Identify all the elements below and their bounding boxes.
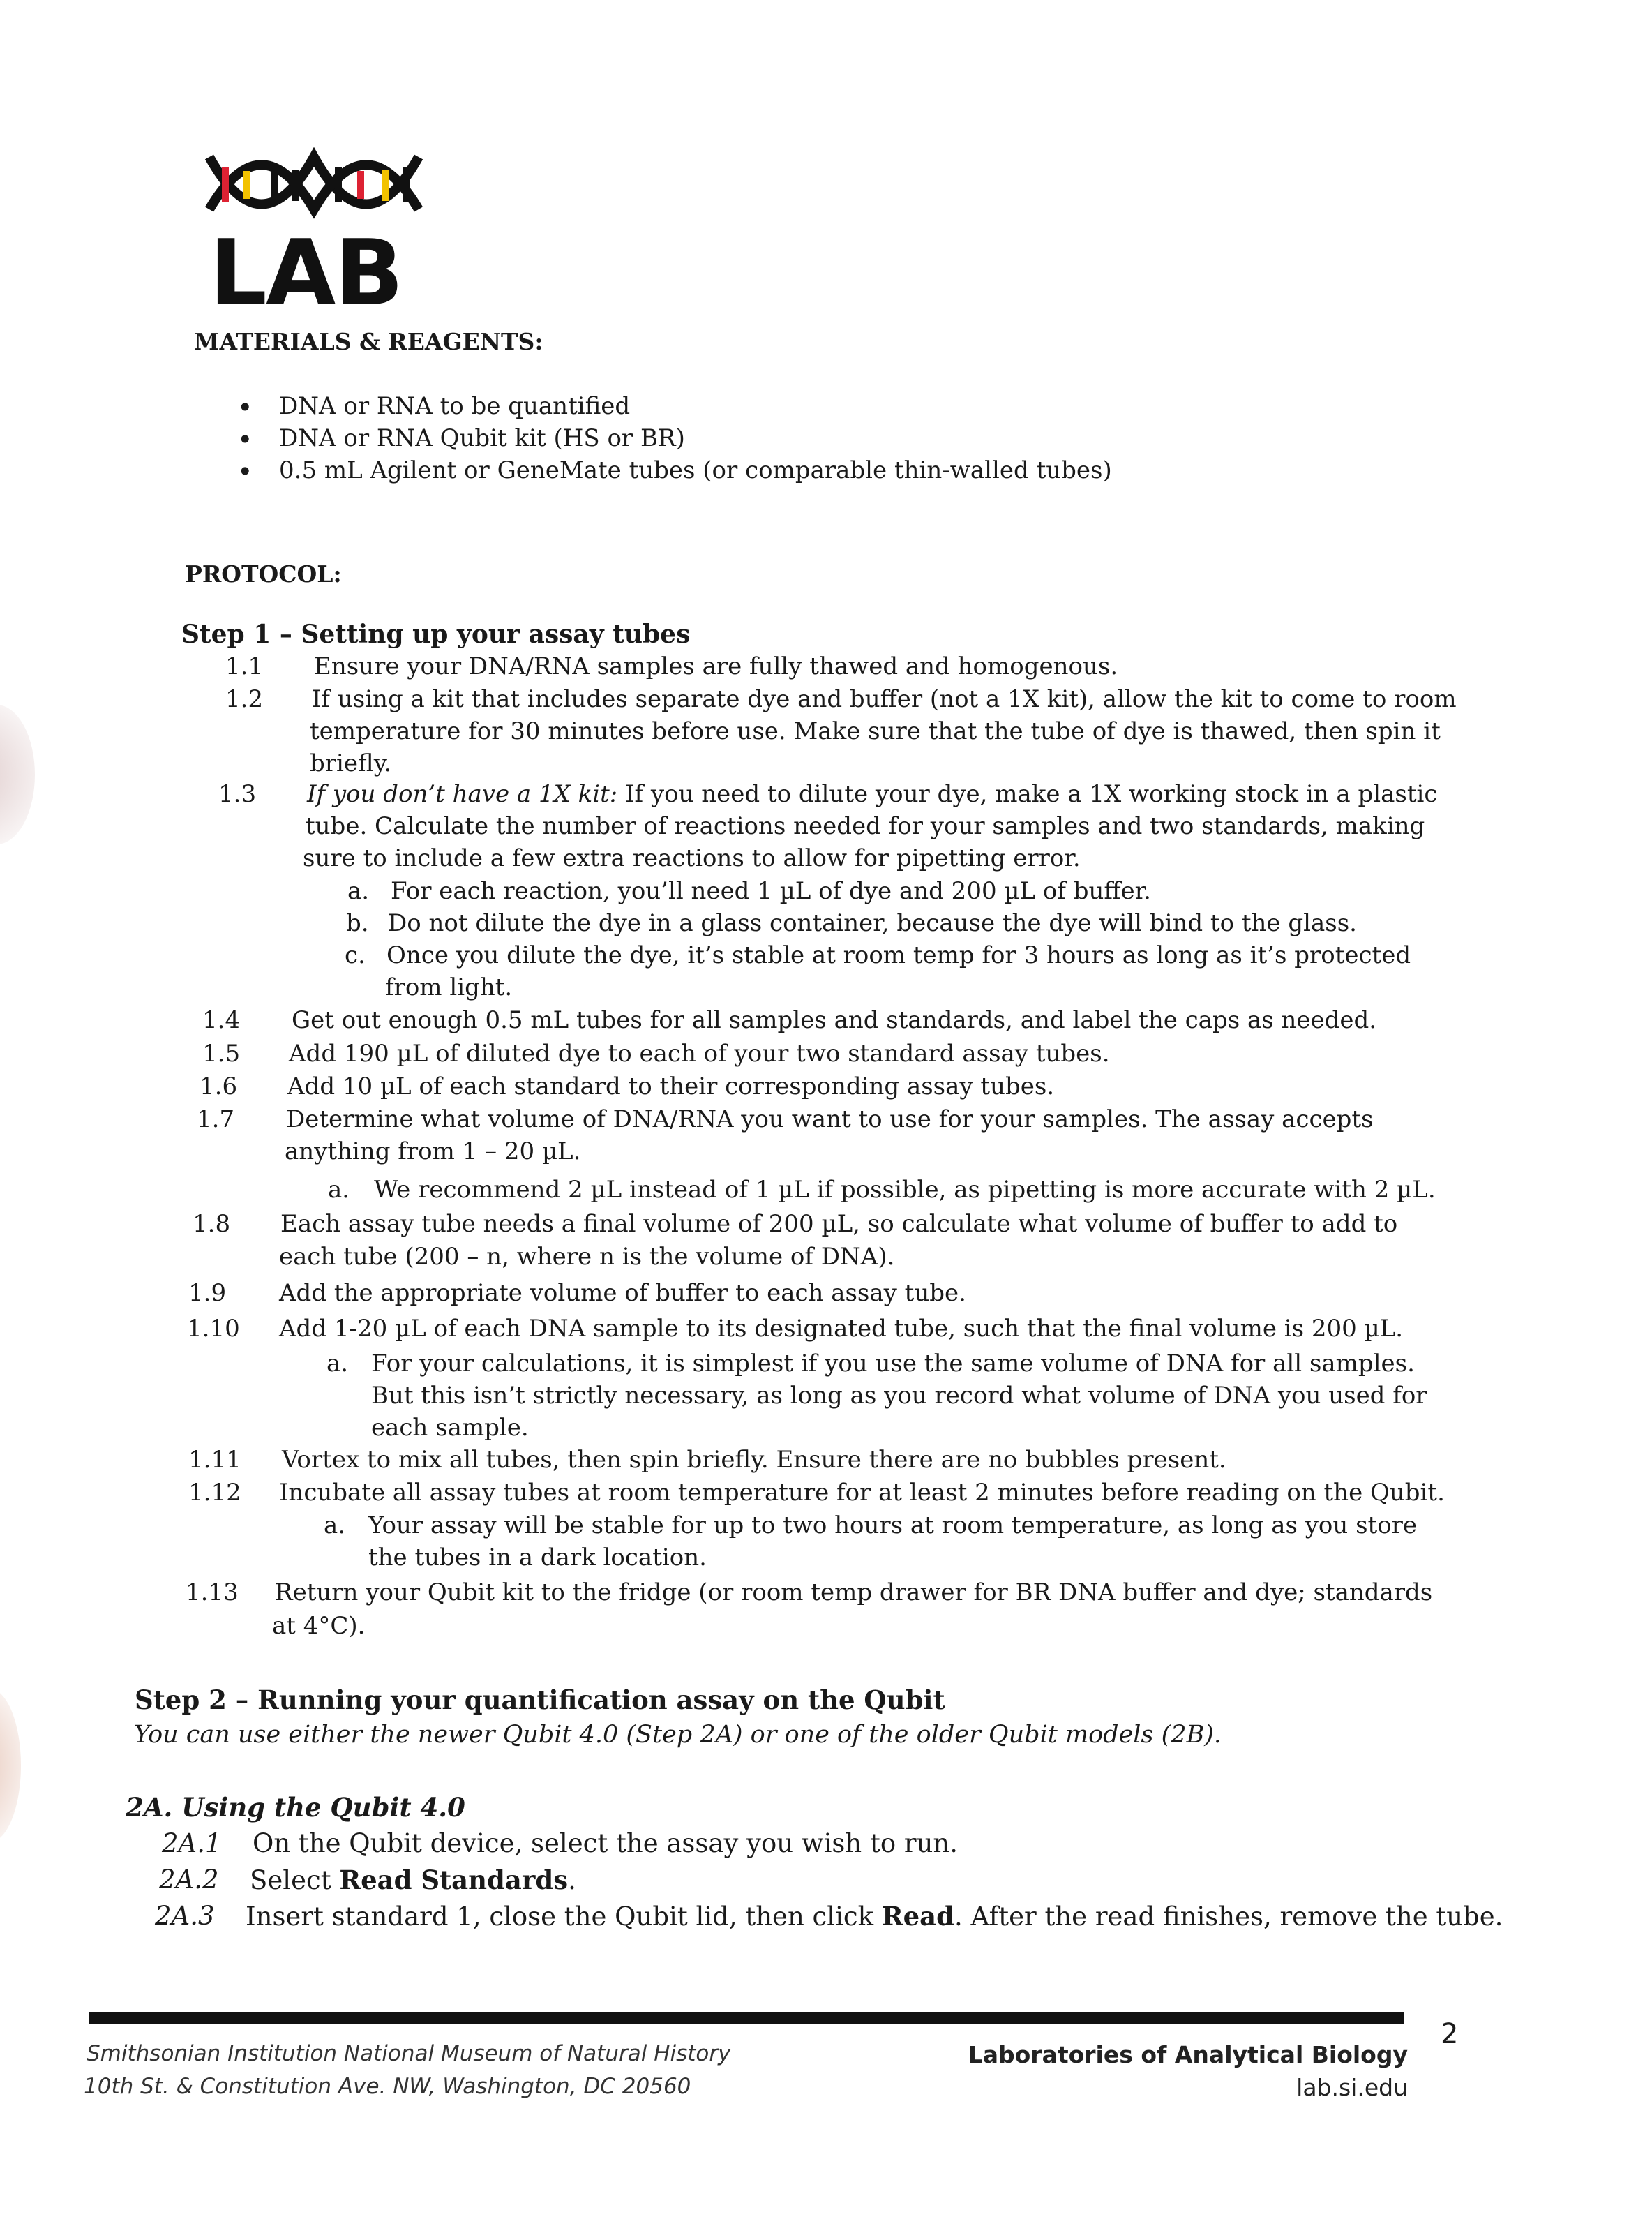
step-text: Return your Qubit kit to the fridge (or room temp drawer for BR DNA buffer and dye; standards	[275, 1578, 1433, 1606]
step1-heading: Step 1 – Setting up your assay tubes	[181, 620, 691, 649]
step-number: 1.13	[186, 1578, 239, 1606]
materials-item: • 0.5 mL Agilent or GeneMate tubes (or comparable thin-walled tubes)	[279, 456, 1112, 484]
step-number: 1.5	[202, 1040, 241, 1068]
step-text: On the Qubit device, select the assay you wish to run.	[253, 1828, 958, 1858]
step-lead-italic: If you don’t have a 1X kit:	[307, 780, 618, 808]
read-label: Read	[881, 1901, 954, 1932]
step-text: each tube (200 – n, where n is the volume of DNA).	[279, 1243, 895, 1271]
text-part: Insert standard 1, close the Qubit lid, then click	[246, 1902, 882, 1932]
sub-text: We recommend 2 µL instead of 1 µL if possible, as pipetting is more accurate with 2 µL.	[374, 1176, 1436, 1204]
logo-text: LAB	[209, 220, 403, 326]
protocol-heading: PROTOCOL:	[185, 560, 342, 588]
step-number: 1.3	[218, 780, 257, 808]
step-number: 1.12	[188, 1479, 241, 1507]
step2-heading: Step 2 – Running your quantification assay on the Qubit	[135, 1685, 945, 1715]
step-text: briefly.	[310, 749, 392, 777]
footer-website: lab.si.edu	[1296, 2074, 1408, 2101]
text-part: Select	[250, 1865, 340, 1895]
step-text	[250, 1865, 576, 1895]
step-text: Each assay tube needs a final volume of 200 µL, so calculate what volume of buffer to add to	[280, 1210, 1398, 1238]
page-number: 2	[1441, 2018, 1459, 2050]
step-text: Get out enough 0.5 mL tubes for all samples and standards, and label the caps as needed.	[292, 1006, 1377, 1034]
scan-shadow-top	[0, 705, 35, 844]
footer-address: 10th St. & Constitution Ave. NW, Washington, DC 20560	[84, 2074, 691, 2099]
step-text: sure to include a few extra reactions to allow for pipetting error.	[303, 844, 1081, 872]
sub-letter: a.	[347, 877, 370, 905]
sub-text: For your calculations, it is simplest if you use the same volume of DNA for all samples.	[371, 1350, 1415, 1377]
step-text	[307, 780, 1437, 808]
footer-rule	[89, 2012, 1404, 2024]
sub-text: each sample.	[371, 1414, 529, 1442]
step-text: at 4°C).	[272, 1612, 366, 1640]
step-number: 1.4	[202, 1006, 241, 1034]
sub-text: from light.	[385, 973, 513, 1001]
step-text	[246, 1901, 1503, 1932]
sub-letter: c.	[345, 941, 366, 969]
sub-letter: a.	[324, 1511, 346, 1539]
sub-letter: a.	[328, 1176, 350, 1204]
step-text-rest: If you need to dilute your dye, make a 1X working stock in a plastic	[617, 780, 1438, 808]
step-number: 2A.3	[155, 1901, 215, 1931]
step-number: 1.11	[188, 1446, 241, 1474]
text-part: . After the read finishes, remove the tube.	[954, 1902, 1503, 1932]
step-text: temperature for 30 minutes before use. Make sure that the tube of dye is thawed, then spin it	[310, 717, 1441, 745]
step-number: 1.8	[193, 1210, 231, 1238]
scan-shadow-bottom	[0, 1689, 21, 1842]
step-text: tube. Calculate the number of reactions needed for your samples and two standards, making	[306, 812, 1425, 840]
step-text: Vortex to mix all tubes, then spin briefly. Ensure there are no bubbles present.	[282, 1446, 1226, 1474]
sub-text: Once you dilute the dye, it’s stable at room temp for 3 hours as long as it’s protected	[386, 941, 1411, 969]
read-standards-label: Read Standards	[339, 1865, 569, 1895]
sub-letter: b.	[346, 909, 369, 937]
step-text: Add 1-20 µL of each DNA sample to its designated tube, such that the final volume is 200 µL.	[279, 1315, 1404, 1343]
step-text: Add 10 µL of each standard to their corresponding assay tubes.	[287, 1073, 1055, 1100]
step-text: anything from 1 – 20 µL.	[285, 1137, 581, 1165]
step-text: Add 190 µL of diluted dye to each of your two standard assay tubes.	[289, 1040, 1110, 1068]
sub-text: But this isn’t strictly necessary, as long as you record what volume of DNA you used for	[371, 1382, 1427, 1410]
step-text: Add the appropriate volume of buffer to each assay tube.	[279, 1279, 966, 1307]
step-number: 1.6	[200, 1073, 238, 1100]
step-number: 1.10	[187, 1315, 240, 1343]
sub-text: the tubes in a dark location.	[368, 1544, 707, 1571]
materials-item: • DNA or RNA Qubit kit (HS or BR)	[279, 424, 685, 452]
step2-subtitle: You can use either the newer Qubit 4.0 (Step 2A) or one of the older Qubit models (2B).	[134, 1721, 1222, 1749]
step-text: Ensure your DNA/RNA samples are fully thawed and homogenous.	[314, 652, 1118, 680]
footer-institution: Smithsonian Institution National Museum of Natural History	[87, 2041, 731, 2066]
sub-text: Do not dilute the dye in a glass container, because the dye will bind to the glass.	[388, 909, 1357, 937]
step-text: If using a kit that includes separate dye and buffer (not a 1X kit), allow the kit to come to room	[312, 685, 1457, 713]
step-number: 1.1	[225, 652, 264, 680]
step-number: 1.2	[225, 685, 264, 713]
step-number: 1.9	[188, 1279, 227, 1307]
sub-letter: a.	[326, 1350, 349, 1377]
sub-text: Your assay will be stable for up to two hours at room temperature, as long as you store	[368, 1511, 1418, 1539]
materials-heading: MATERIALS & REAGENTS:	[194, 328, 543, 355]
footer-lab-name: Laboratories of Analytical Biology	[968, 2041, 1408, 2068]
materials-item: • DNA or RNA to be quantified	[279, 392, 630, 420]
step-text: Incubate all assay tubes at room temperature for at least 2 minutes before reading on the Qubit.	[279, 1479, 1445, 1507]
step-text: Determine what volume of DNA/RNA you want to use for your samples. The assay accepts	[286, 1105, 1374, 1133]
text-part: .	[568, 1865, 576, 1895]
step-number: 2A.2	[159, 1865, 219, 1895]
sub-text: For each reaction, you’ll need 1 µL of dye and 200 µL of buffer.	[391, 877, 1151, 905]
section-2a-heading: 2A. Using the Qubit 4.0	[126, 1792, 465, 1823]
step-number: 2A.1	[162, 1828, 222, 1858]
step-number: 1.7	[197, 1105, 235, 1133]
